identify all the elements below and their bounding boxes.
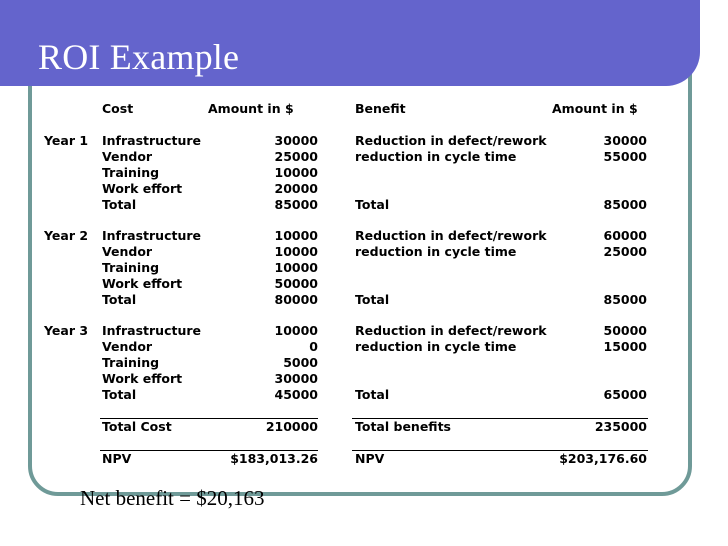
benefit-amount: 25000 (603, 244, 647, 259)
cost-item: Total (102, 292, 137, 307)
total-rule-cost (100, 418, 318, 419)
cost-item: Total (102, 387, 137, 402)
cost-item: Vendor (102, 149, 153, 164)
cost-item: Work effort (102, 181, 183, 196)
benefit-total-amount: 65000 (603, 387, 647, 402)
net-benefit-text: Net benefit = $20,163 (80, 486, 265, 510)
header-amount-cost: Amount in $ (208, 101, 294, 116)
npv-cost-label: NPV (102, 451, 132, 466)
cost-amount: 20000 (274, 181, 318, 196)
npv-benefit-amount: $203,176.60 (559, 451, 647, 466)
benefit-total-label: Total (355, 292, 390, 307)
benefit-amount: 50000 (603, 323, 647, 338)
cost-item: Vendor (102, 244, 153, 259)
slide-title: ROI Example (38, 37, 240, 77)
benefit-total-amount: 85000 (603, 197, 647, 212)
header-benefit: Benefit (355, 101, 406, 116)
cost-item: Infrastructure (102, 323, 201, 338)
cost-amount: 10000 (274, 260, 318, 275)
cost-amount: 0 (309, 339, 318, 354)
benefit-total-label: Total (355, 387, 390, 402)
benefit-amount: 60000 (603, 228, 647, 243)
benefit-item: reduction in cycle time (355, 149, 517, 164)
benefit-item: reduction in cycle time (355, 339, 517, 354)
header-cost: Cost (102, 101, 134, 116)
cost-item: Training (102, 165, 160, 180)
total-cost-label: Total Cost (102, 419, 172, 434)
total-benefits-amount: 235000 (594, 419, 647, 434)
total-cost-amount: 210000 (265, 419, 318, 434)
npv-benefit-label: NPV (355, 451, 385, 466)
benefit-item: Reduction in defect/rework (355, 133, 547, 148)
cost-item: Work effort (102, 371, 183, 386)
cost-item: Infrastructure (102, 133, 201, 148)
year-label: Year 1 (44, 133, 89, 148)
cost-amount: 10000 (274, 228, 318, 243)
total-benefits-label: Total benefits (355, 419, 451, 434)
cost-amount: 10000 (274, 165, 318, 180)
benefit-item: Reduction in defect/rework (355, 228, 547, 243)
cost-item: Total (102, 197, 137, 212)
cost-amount: 5000 (283, 355, 318, 370)
benefit-amount: 15000 (603, 339, 647, 354)
cost-item: Vendor (102, 339, 153, 354)
cost-amount: 80000 (274, 292, 318, 307)
total-rule-benefit (352, 418, 648, 419)
cost-item: Training (102, 355, 160, 370)
year-label: Year 3 (44, 323, 89, 338)
cost-amount: 25000 (274, 149, 318, 164)
year-label: Year 2 (44, 228, 89, 243)
benefit-amount: 30000 (603, 133, 647, 148)
cost-item: Infrastructure (102, 228, 201, 243)
cost-item: Training (102, 260, 160, 275)
cost-amount: 10000 (274, 323, 318, 338)
npv-rule-benefit (352, 450, 648, 451)
npv-rule-cost (100, 450, 318, 451)
benefit-total-label: Total (355, 197, 390, 212)
cost-amount: 30000 (274, 133, 318, 148)
npv-cost-amount: $183,013.26 (230, 451, 318, 466)
benefit-amount: 55000 (603, 149, 647, 164)
header-amount-benefit: Amount in $ (552, 101, 638, 116)
cost-amount: 45000 (274, 387, 318, 402)
cost-amount: 50000 (274, 276, 318, 291)
benefit-item: reduction in cycle time (355, 244, 517, 259)
cost-amount: 85000 (274, 197, 318, 212)
cost-item: Work effort (102, 276, 183, 291)
cost-amount: 10000 (274, 244, 318, 259)
cost-amount: 30000 (274, 371, 318, 386)
benefit-item: Reduction in defect/rework (355, 323, 547, 338)
benefit-total-amount: 85000 (603, 292, 647, 307)
